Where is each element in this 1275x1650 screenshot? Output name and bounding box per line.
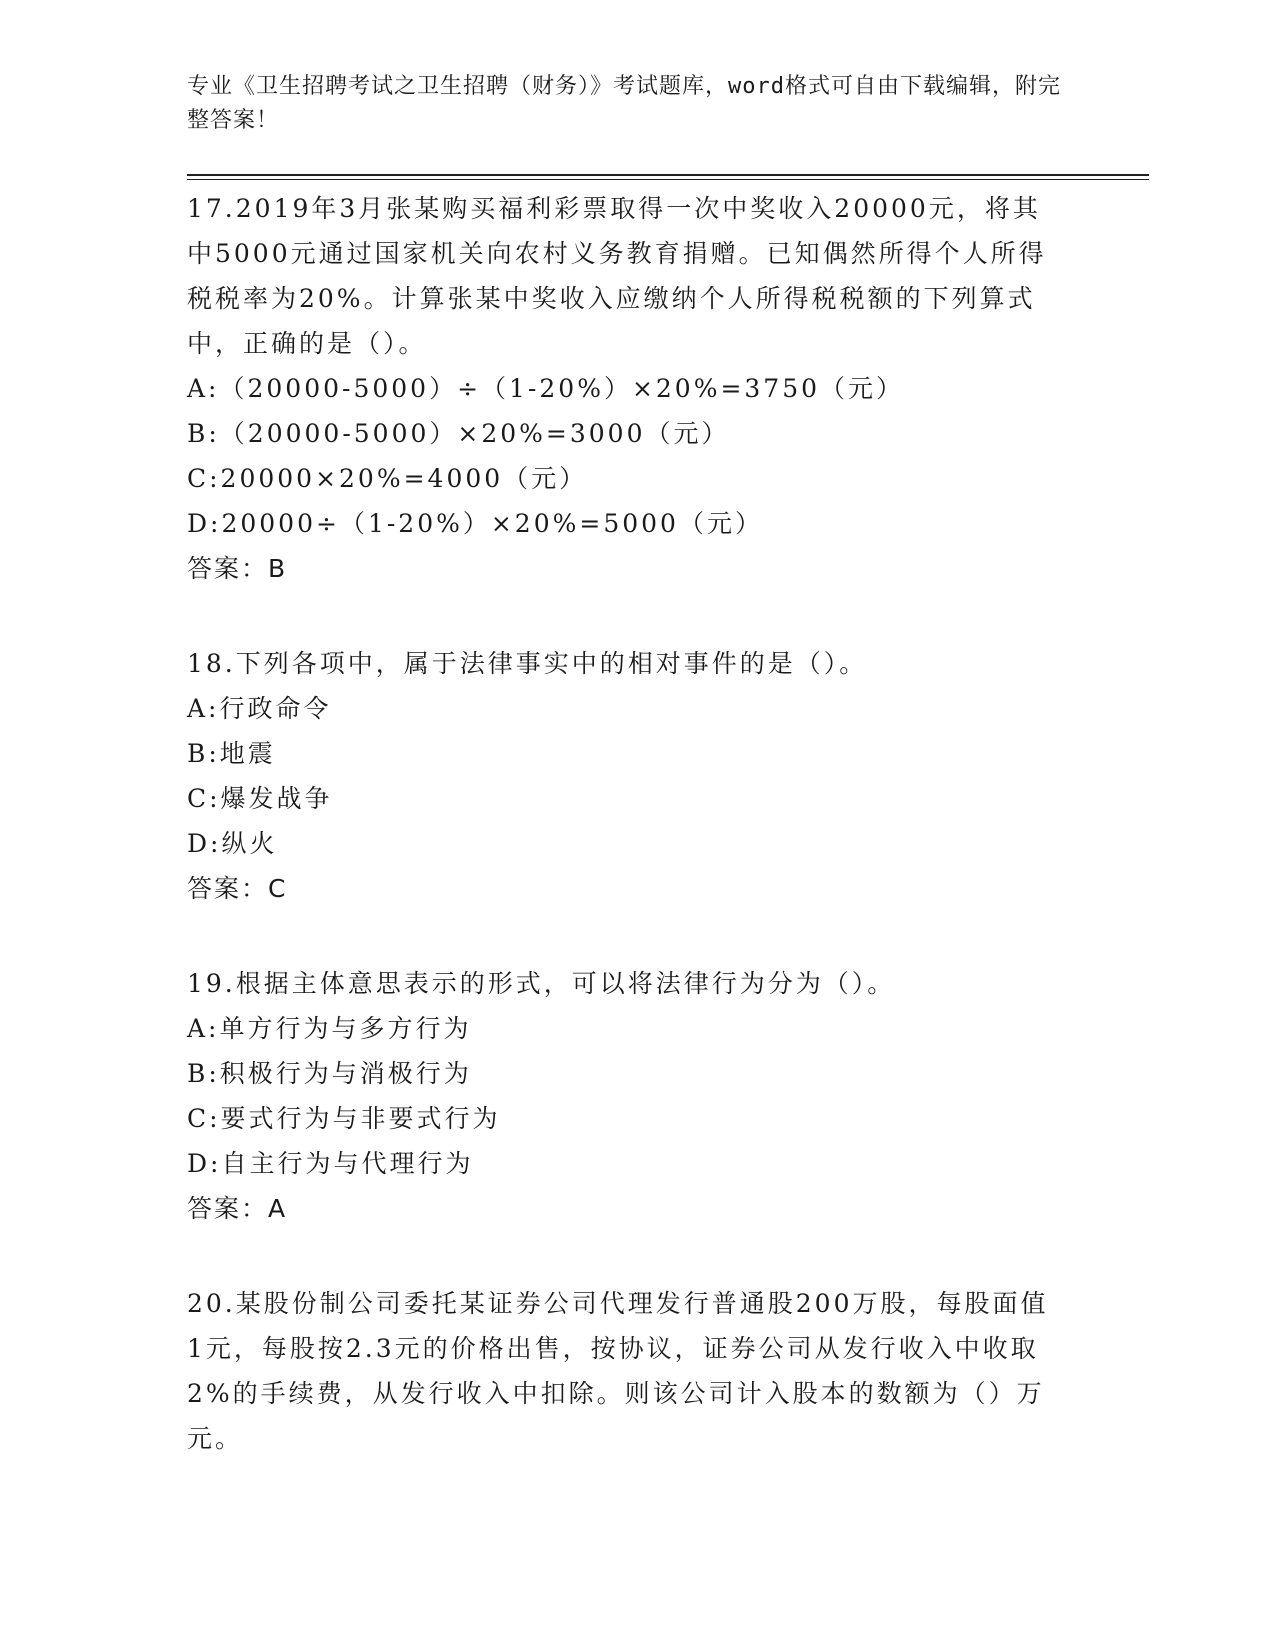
option-c: C:20000×20%=4000（元）: [187, 464, 588, 493]
document-page: [187, 70, 1147, 1511]
header-divider: [187, 174, 1149, 180]
answer: 答案：B: [187, 554, 288, 583]
question-stem: 19.根据主体意思表示的形式，可以将法律行为分为（）。: [187, 969, 896, 998]
question-19: [187, 961, 1147, 1231]
option-c: C:要式行为与非要式行为: [187, 1104, 501, 1133]
option-d: D:自主行为与代理行为: [187, 1149, 474, 1178]
option-b: B:积极行为与消极行为: [187, 1059, 472, 1088]
answer: 答案：A: [187, 1194, 288, 1223]
answer: 答案：C: [187, 874, 288, 903]
question-list: [187, 186, 1147, 1461]
option-a: A:（20000-5000）÷（1-20%）×20%=3750（元）: [187, 374, 905, 403]
question-20: [187, 1281, 1147, 1461]
option-a: A:单方行为与多方行为: [187, 1014, 472, 1043]
question-17: [187, 186, 1147, 591]
option-a: A:行政命令: [187, 694, 332, 723]
question-stem: 17.2019年3月张某购买福利彩票取得一次中奖收入20000元，将其中5000元通过国家机关向农村义务教育捐赠。已知偶然所得个人所得税税率为20%。计算张某中奖收入应缴纳个人所得税税额的下列算式中，正确的是（）。: [187, 194, 1047, 358]
option-d: D:纵火: [187, 829, 278, 858]
option-b: B:地震: [187, 739, 276, 768]
question-18: [187, 641, 1147, 911]
question-stem: 20.某股份制公司委托某证券公司代理发行普通股200万股，每股面值1元，每股按2.3元的价格出售，按协议，证券公司从发行收入中收取2%的手续费，从发行收入中扣除。则该公司计入股本的数额为（）万元。: [187, 1289, 1049, 1453]
option-d: D:20000÷（1-20%）×20%=5000（元）: [187, 509, 763, 538]
question-stem: 18.下列各项中，属于法律事实中的相对事件的是（）。: [187, 649, 868, 678]
option-c: C:爆发战争: [187, 784, 333, 813]
option-b: B:（20000-5000）×20%=3000（元）: [187, 419, 730, 448]
document-header: 专业《卫生招聘考试之卫生招聘（财务）》考试题库，word格式可自由下载编辑，附完整答案！: [187, 74, 1061, 133]
